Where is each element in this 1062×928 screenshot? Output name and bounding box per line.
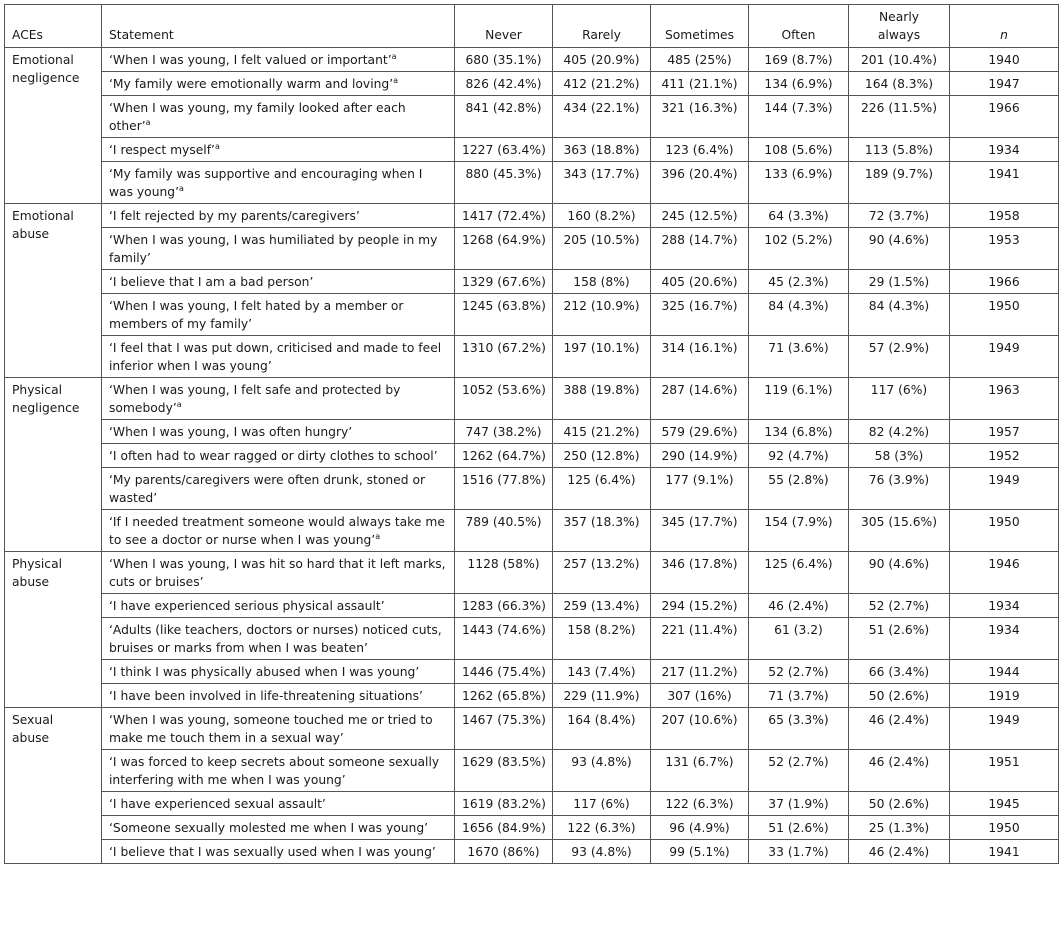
table-row [5,72,1059,96]
table-row [5,96,1059,138]
n-cell: 1963 [950,378,1059,420]
header-aces: ACEs [5,5,102,48]
statement-cell [102,48,455,72]
nearly-always-cell: 113 (5.8%) [849,138,950,162]
sometimes-cell: 288 (14.7%) [651,228,749,270]
rarely-cell: 257 (13.2%) [553,552,651,594]
nearly-always-cell: 52 (2.7%) [849,594,950,618]
n-cell: 1940 [950,48,1059,72]
often-cell: 45 (2.3%) [749,270,849,294]
nearly-always-cell: 66 (3.4%) [849,660,950,684]
never-cell: 789 (40.5%) [455,510,553,552]
sometimes-cell: 325 (16.7%) [651,294,749,336]
n-cell: 1934 [950,138,1059,162]
nearly-always-cell: 25 (1.3%) [849,816,950,840]
often-cell: 102 (5.2%) [749,228,849,270]
statement-text: ‘When I was young, I was humiliated by people in my family’ [109,233,438,265]
often-cell: 64 (3.3%) [749,204,849,228]
statement-cell [102,96,455,138]
never-cell: 680 (35.1%) [455,48,553,72]
statement-text: ‘I was forced to keep secrets about someone sexually interfering with me when I was young’ [109,755,440,787]
sometimes-cell: 345 (17.7%) [651,510,749,552]
table-row [5,162,1059,204]
never-cell: 1268 (64.9%) [455,228,553,270]
statement-cell [102,270,455,294]
nearly-always-cell: 90 (4.6%) [849,228,950,270]
table-row [5,48,1059,72]
n-cell: 1934 [950,594,1059,618]
footnote-marker: a [391,51,397,61]
n-cell: 1944 [950,660,1059,684]
never-cell: 841 (42.8%) [455,96,553,138]
sometimes-cell: 287 (14.6%) [651,378,749,420]
rarely-cell: 93 (4.8%) [553,840,651,864]
rarely-cell: 229 (11.9%) [553,684,651,708]
never-cell: 1052 (53.6%) [455,378,553,420]
statement-text: ‘When I was young, someone touched me or tried to make me touch them in a sexual way’ [109,713,433,745]
nearly-always-cell: 76 (3.9%) [849,468,950,510]
statement-text: ‘If I needed treatment someone would always take me to see a doctor or nurse when I was young’ [109,515,445,547]
statement-text: ‘I feel that I was put down, criticised and made to feel inferior when I was young’ [109,341,442,373]
often-cell: 92 (4.7%) [749,444,849,468]
often-cell: 51 (2.6%) [749,816,849,840]
often-cell: 154 (7.9%) [749,510,849,552]
statement-text: ‘I felt rejected by my parents/caregivers’ [109,209,360,223]
footnote-marker: a [179,183,184,193]
n-cell: 1958 [950,204,1059,228]
table-row [5,840,1059,864]
rarely-cell: 343 (17.7%) [553,162,651,204]
nearly-always-cell: 58 (3%) [849,444,950,468]
never-cell: 1446 (75.4%) [455,660,553,684]
statement-text: ‘I often had to wear ragged or dirty clothes to school’ [109,449,438,463]
n-cell: 1950 [950,294,1059,336]
often-cell: 71 (3.7%) [749,684,849,708]
table-row [5,510,1059,552]
often-cell: 134 (6.8%) [749,420,849,444]
table-row [5,420,1059,444]
sometimes-cell: 99 (5.1%) [651,840,749,864]
table-row [5,204,1059,228]
nearly-always-cell: 50 (2.6%) [849,684,950,708]
never-cell: 1516 (77.8%) [455,468,553,510]
never-cell: 1227 (63.4%) [455,138,553,162]
often-cell: 61 (3.2) [749,618,849,660]
table-row [5,228,1059,270]
table-row [5,336,1059,378]
statement-cell [102,138,455,162]
statement-text: ‘When I was young, I was often hungry’ [109,425,353,439]
rarely-cell: 117 (6%) [553,792,651,816]
sometimes-cell: 579 (29.6%) [651,420,749,444]
table-row [5,816,1059,840]
n-cell: 1949 [950,468,1059,510]
never-cell: 1417 (72.4%) [455,204,553,228]
n-cell: 1946 [950,552,1059,594]
rarely-cell: 415 (21.2%) [553,420,651,444]
rarely-cell: 388 (19.8%) [553,378,651,420]
statement-text: ‘I believe that I was sexually used when I was young’ [109,845,436,859]
n-cell: 1953 [950,228,1059,270]
header-often: Often [749,5,849,48]
table-row [5,750,1059,792]
statement-cell [102,162,455,204]
statement-cell [102,336,455,378]
rarely-cell: 93 (4.8%) [553,750,651,792]
often-cell: 119 (6.1%) [749,378,849,420]
nearly-always-cell: 82 (4.2%) [849,420,950,444]
often-cell: 133 (6.9%) [749,162,849,204]
statement-cell [102,204,455,228]
rarely-cell: 205 (10.5%) [553,228,651,270]
header-rarely: Rarely [553,5,651,48]
statement-cell [102,792,455,816]
sometimes-cell: 207 (10.6%) [651,708,749,750]
nearly-always-cell: 117 (6%) [849,378,950,420]
n-cell: 1966 [950,96,1059,138]
statement-text: ‘I have experienced serious physical assault’ [109,599,385,613]
table-header [5,5,1059,48]
n-cell: 1950 [950,816,1059,840]
never-cell: 1262 (64.7%) [455,444,553,468]
table-row [5,444,1059,468]
category-cell: Sexual abuse [5,708,102,864]
statement-text: ‘I have been involved in life-threatening situations’ [109,689,423,703]
category-cell: Physical abuse [5,552,102,708]
statement-text: ‘Adults (like teachers, doctors or nurses) noticed cuts, bruises or marks from when I was beaten’ [109,623,442,655]
rarely-cell: 250 (12.8%) [553,444,651,468]
never-cell: 1329 (67.6%) [455,270,553,294]
sometimes-cell: 321 (16.3%) [651,96,749,138]
footnote-marker: a [145,117,151,127]
sometimes-cell: 396 (20.4%) [651,162,749,204]
never-cell: 1619 (83.2%) [455,792,553,816]
statement-text: ‘When I was young, I felt safe and protected by somebody’ [109,383,401,415]
n-cell: 1949 [950,336,1059,378]
rarely-cell: 158 (8%) [553,270,651,294]
never-cell: 1443 (74.6%) [455,618,553,660]
often-cell: 37 (1.9%) [749,792,849,816]
statement-text: ‘My family were emotionally warm and loving’ [109,77,394,91]
statement-cell [102,708,455,750]
n-cell: 1950 [950,510,1059,552]
statement-cell [102,816,455,840]
statement-text: ‘I believe that I am a bad person’ [109,275,314,289]
nearly-always-cell: 29 (1.5%) [849,270,950,294]
table-row [5,294,1059,336]
never-cell: 1283 (66.3%) [455,594,553,618]
sometimes-cell: 96 (4.9%) [651,816,749,840]
table-row [5,660,1059,684]
sometimes-cell: 122 (6.3%) [651,792,749,816]
often-cell: 144 (7.3%) [749,96,849,138]
statement-cell [102,552,455,594]
nearly-always-cell: 305 (15.6%) [849,510,950,552]
n-cell: 1951 [950,750,1059,792]
never-cell: 1128 (58%) [455,552,553,594]
ace-frequency-table [4,4,1059,864]
never-cell: 1629 (83.5%) [455,750,553,792]
statement-text: ‘I have experienced sexual assault’ [109,797,326,811]
n-cell: 1966 [950,270,1059,294]
sometimes-cell: 131 (6.7%) [651,750,749,792]
table-row [5,378,1059,420]
statement-text: ‘When I was young, my family looked after each other’ [109,101,406,133]
statement-cell [102,840,455,864]
nearly-always-cell: 189 (9.7%) [849,162,950,204]
statement-cell [102,660,455,684]
table-body [5,48,1059,864]
sometimes-cell: 177 (9.1%) [651,468,749,510]
n-cell: 1941 [950,162,1059,204]
statement-cell [102,294,455,336]
never-cell: 1656 (84.9%) [455,816,553,840]
category-cell: Physical negligence [5,378,102,552]
nearly-always-cell: 90 (4.6%) [849,552,950,594]
rarely-cell: 363 (18.8%) [553,138,651,162]
n-cell: 1952 [950,444,1059,468]
sometimes-cell: 307 (16%) [651,684,749,708]
rarely-cell: 125 (6.4%) [553,468,651,510]
rarely-cell: 259 (13.4%) [553,594,651,618]
often-cell: 71 (3.6%) [749,336,849,378]
statement-text: ‘I respect myself’ [109,143,215,157]
never-cell: 1670 (86%) [455,840,553,864]
often-cell: 46 (2.4%) [749,594,849,618]
statement-text: ‘My family was supportive and encouraging when I was young’ [109,167,423,199]
statement-cell [102,378,455,420]
sometimes-cell: 346 (17.8%) [651,552,749,594]
footnote-marker: a [176,399,182,409]
nearly-always-cell: 201 (10.4%) [849,48,950,72]
often-cell: 52 (2.7%) [749,660,849,684]
often-cell: 108 (5.6%) [749,138,849,162]
never-cell: 1262 (65.8%) [455,684,553,708]
header-never: Never [455,5,553,48]
statement-cell [102,750,455,792]
footnote-marker: a [375,531,381,541]
nearly-always-cell: 72 (3.7%) [849,204,950,228]
never-cell: 1245 (63.8%) [455,294,553,336]
rarely-cell: 158 (8.2%) [553,618,651,660]
statement-cell [102,618,455,660]
statement-cell [102,510,455,552]
sometimes-cell: 314 (16.1%) [651,336,749,378]
statement-text: ‘Someone sexually molested me when I was young’ [109,821,429,835]
statement-cell [102,684,455,708]
n-cell: 1934 [950,618,1059,660]
nearly-always-cell: 57 (2.9%) [849,336,950,378]
n-cell: 1941 [950,840,1059,864]
rarely-cell: 405 (20.9%) [553,48,651,72]
often-cell: 33 (1.7%) [749,840,849,864]
never-cell: 880 (45.3%) [455,162,553,204]
sometimes-cell: 123 (6.4%) [651,138,749,162]
table-row [5,708,1059,750]
sometimes-cell: 245 (12.5%) [651,204,749,228]
rarely-cell: 412 (21.2%) [553,72,651,96]
n-cell: 1945 [950,792,1059,816]
never-cell: 1310 (67.2%) [455,336,553,378]
rarely-cell: 164 (8.4%) [553,708,651,750]
sometimes-cell: 411 (21.1%) [651,72,749,96]
statement-cell [102,444,455,468]
often-cell: 84 (4.3%) [749,294,849,336]
rarely-cell: 143 (7.4%) [553,660,651,684]
n-cell: 1947 [950,72,1059,96]
sometimes-cell: 290 (14.9%) [651,444,749,468]
header-statement: Statement [102,5,455,48]
nearly-always-cell: 226 (11.5%) [849,96,950,138]
category-cell: Emotional negligence [5,48,102,204]
table-row [5,684,1059,708]
often-cell: 65 (3.3%) [749,708,849,750]
footnote-marker: a [214,141,220,151]
statement-cell [102,72,455,96]
table-row [5,618,1059,660]
nearly-always-cell: 46 (2.4%) [849,708,950,750]
often-cell: 169 (8.7%) [749,48,849,72]
sometimes-cell: 221 (11.4%) [651,618,749,660]
statement-cell [102,420,455,444]
nearly-always-cell: 84 (4.3%) [849,294,950,336]
statement-text: ‘When I was young, I felt valued or important’ [109,53,392,67]
nearly-always-cell: 164 (8.3%) [849,72,950,96]
often-cell: 134 (6.9%) [749,72,849,96]
table-row [5,594,1059,618]
table-row [5,552,1059,594]
rarely-cell: 212 (10.9%) [553,294,651,336]
never-cell: 826 (42.4%) [455,72,553,96]
category-cell: Emotional abuse [5,204,102,378]
sometimes-cell: 294 (15.2%) [651,594,749,618]
table-row [5,792,1059,816]
rarely-cell: 197 (10.1%) [553,336,651,378]
n-cell: 1949 [950,708,1059,750]
header-nearly-always: Nearly always [849,5,950,48]
statement-text: ‘When I was young, I felt hated by a member or members of my family’ [109,299,404,331]
sometimes-cell: 485 (25%) [651,48,749,72]
statement-cell [102,594,455,618]
rarely-cell: 122 (6.3%) [553,816,651,840]
often-cell: 55 (2.8%) [749,468,849,510]
n-cell: 1919 [950,684,1059,708]
sometimes-cell: 405 (20.6%) [651,270,749,294]
nearly-always-cell: 46 (2.4%) [849,840,950,864]
table-row [5,138,1059,162]
never-cell: 747 (38.2%) [455,420,553,444]
statement-text: ‘My parents/caregivers were often drunk, stoned or wasted’ [109,473,426,505]
ace-table-container [4,4,1058,864]
never-cell: 1467 (75.3%) [455,708,553,750]
statement-text: ‘I think I was physically abused when I was young’ [109,665,420,679]
statement-cell [102,228,455,270]
rarely-cell: 357 (18.3%) [553,510,651,552]
nearly-always-cell: 51 (2.6%) [849,618,950,660]
nearly-always-cell: 46 (2.4%) [849,750,950,792]
table-row [5,270,1059,294]
nearly-always-cell: 50 (2.6%) [849,792,950,816]
n-cell: 1957 [950,420,1059,444]
header-row [5,5,1059,48]
sometimes-cell: 217 (11.2%) [651,660,749,684]
header-n: n [950,5,1059,48]
statement-text: ‘When I was young, I was hit so hard that it left marks, cuts or bruises’ [109,557,446,589]
table-row [5,468,1059,510]
often-cell: 52 (2.7%) [749,750,849,792]
often-cell: 125 (6.4%) [749,552,849,594]
statement-cell [102,468,455,510]
rarely-cell: 434 (22.1%) [553,96,651,138]
footnote-marker: a [393,75,399,85]
rarely-cell: 160 (8.2%) [553,204,651,228]
header-sometimes: Sometimes [651,5,749,48]
